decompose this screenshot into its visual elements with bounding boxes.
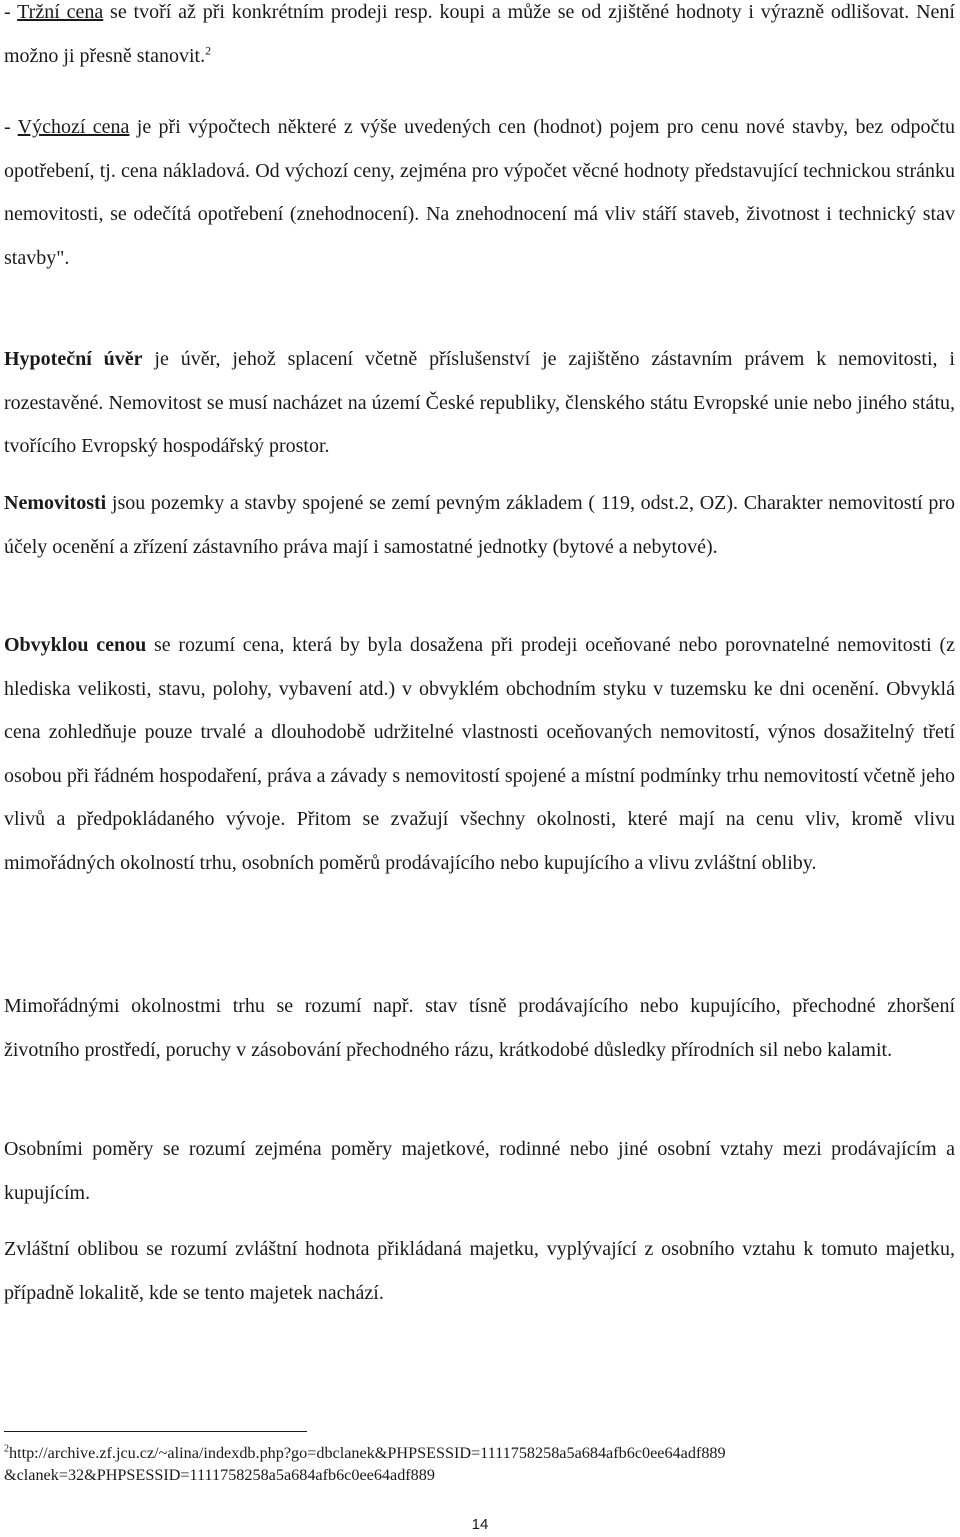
term-property: Nemovitosti bbox=[4, 492, 107, 514]
term-usual-price: Obvyklou cenou bbox=[4, 634, 147, 656]
paragraph-default-price bbox=[4, 106, 955, 280]
paragraph-property bbox=[4, 482, 955, 569]
paragraph-text: se tvoří až při konkrétním prodeji resp. koupi a může se od zjištěné hodnoty i výrazně odlišovat. Není možno ji přesně stanovit. bbox=[4, 1, 955, 67]
paragraph-personal: Osobními poměry se rozumí zejména poměry majetkové, rodinné nebo jiné osobní vztahy mezi prodávajícím a kupujícím. bbox=[4, 1138, 955, 1204]
term-default-price: Výchozí cena bbox=[17, 116, 130, 138]
footnote-separator bbox=[4, 1431, 307, 1432]
paragraph-mortgage bbox=[4, 338, 955, 469]
paragraph-text: je při výpočtech některé z výše uvedených cen (hodnot) pojem pro cenu nové stavby, bez odpočtu opotřebení, tj. cena nákladová. Od výchozí ceny, zejména pro výpočet věcné hodnoty představující technickou stránku nemovitosti, se odečítá opotřebení (znehodnocení). Na znehodnocení má vliv stáří staveb, životnost i technický stav stavby". bbox=[4, 116, 955, 269]
paragraph-text: jsou pozemky a stavby spojené se zemí pevným základem ( 119, odst.2, OZ). Charakter nemovitostí pro účely ocenění a zřízení zástavního práva mají i samostatné jednotky (bytové a nebytové). bbox=[4, 492, 955, 558]
list-dash: - bbox=[4, 1, 18, 23]
footnote bbox=[4, 1442, 955, 1486]
footnote-reference: 2 bbox=[205, 42, 212, 57]
paragraph-text: je úvěr, jehož splacení včetně příslušenství je zajištěno zástavním právem k nemovitosti, i rozestavěné. Nemovitost se musí nacházet na území České republiky, členského státu Evropské unie nebo jiného státu, tvořícího Evropský hospodářský prostor. bbox=[4, 348, 955, 457]
paragraph-extraordinary: Mimořádnými okolnostmi trhu se rozumí např. stav tísně prodávajícího nebo kupujícího, přechodné zhoršení životního prostředí, poruchy v zásobování přechodného rázu, krátkodobé důsledky přírodních sil nebo kalamit. bbox=[4, 995, 955, 1061]
term-market-price: Tržní cena bbox=[17, 1, 104, 23]
list-dash: - bbox=[4, 116, 18, 138]
footnote-url-line-2: &clanek=32&PHPSESSID=1111758258a5a684afb6c0ee64adf889 bbox=[4, 1466, 435, 1484]
paragraph-usual-price bbox=[4, 624, 955, 885]
term-mortgage: Hypoteční úvěr bbox=[4, 348, 143, 370]
footnote-url-line-1: http://archive.zf.jcu.cz/~alina/indexdb.php?go=dbclanek&PHPSESSID=1111758258a5a684afb6c0ee64adf889 bbox=[9, 1444, 726, 1462]
paragraph-market-price bbox=[4, 0, 955, 78]
paragraph-text: se rozumí cena, která by byla dosažena při prodeji oceňované nebo porovnatelné nemovitosti (z hlediska velikosti, stavu, polohy, vybavení atd.) v obvyklém obchodním styku v tuzemsku ke dni ocenění. Obvyklá cena zohledňuje pouze trvalé a dlouhodobě udržitelné vlastnosti oceňovaných nemovitostí, výnos dosažitelný třetí osobou při řádném hospodaření, práva a závady s nemovitostí spojené a místní podmínky trhu nemovitostí včetně jeho vlivů a předpokládaného vývoje. Přitom se zvažují všechny okolnosti, které mají na cenu vliv, kromě vlivu mimořádných okolností trhu, osobních poměrů prodávajícího nebo kupujícího a vlivu zvláštní obliby. bbox=[4, 634, 955, 874]
page-number: 14 bbox=[471, 1516, 489, 1533]
footnote-number: 2 bbox=[4, 1443, 9, 1455]
paragraph-special: Zvláštní oblibou se rozumí zvláštní hodnota přikládaná majetku, vyplývající z osobního vztahu k tomuto majetku, případně lokalitě, kde se tento majetek nachází. bbox=[4, 1238, 955, 1304]
